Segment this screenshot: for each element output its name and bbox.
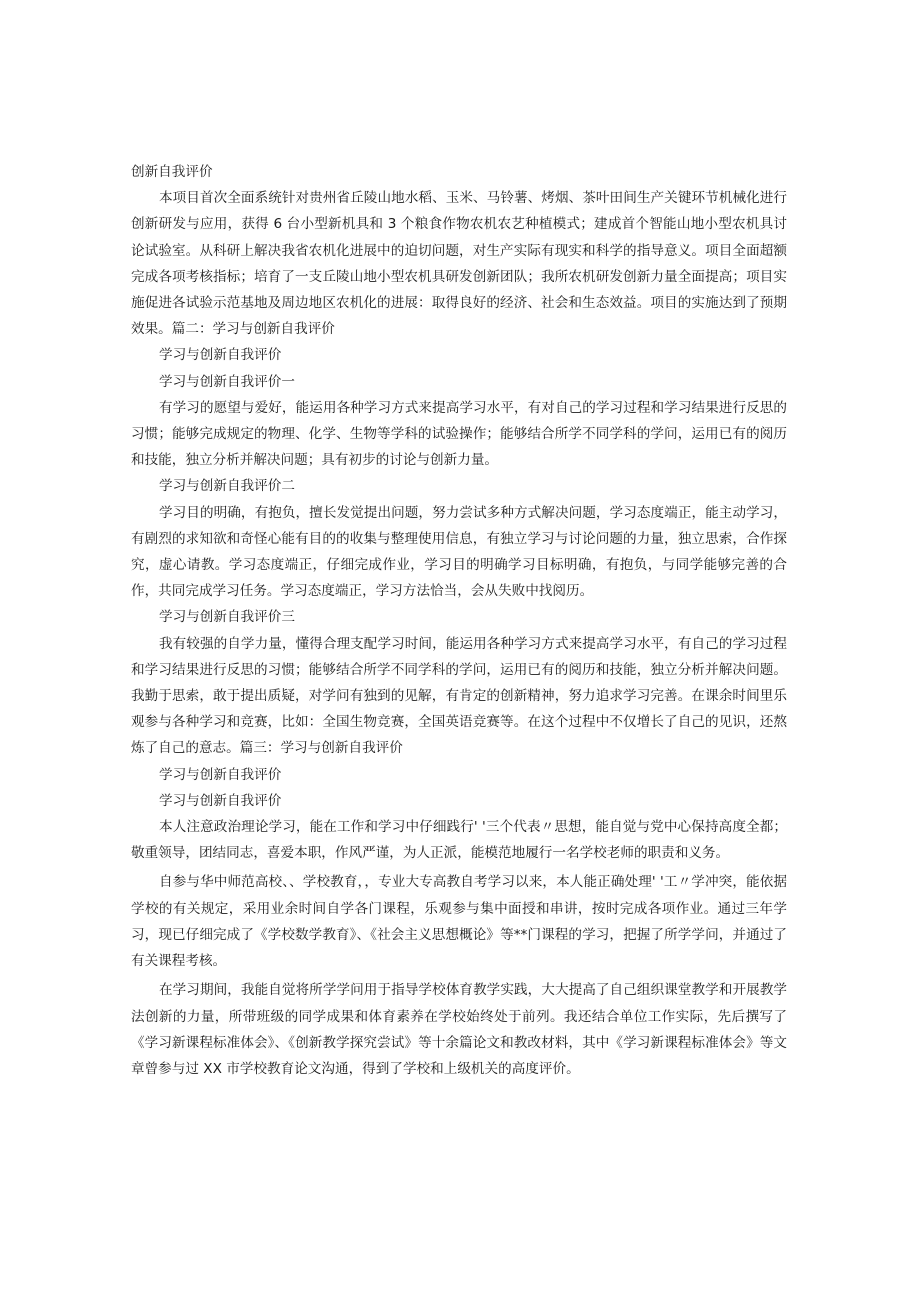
paragraph-self-study: 自参与华中师范高校、、学校教育，，专业大专高教自考学习以来，本人能正确处理' '工〃学冲突，能依据学校的有关规定，采用业余时间自学各门课程，乐观参与集中面授和串讲，按时完成各项作业。通过三年学习，现已仔细完成了《学校数学教育》、《社会主义思想概论》等**门课程的学习，把握了所学学问，并通过了有关课程考核。	[131, 874, 787, 970]
document-page	[131, 159, 787, 1082]
paragraph-evaluation-3: 我有较强的自学力量，懂得合理支配学习时间，能运用各种学习方式来提高学习水平，有自己的学习过程和学习结果进行反思的习惯；能够结合所学不同学科的学问，运用已有的阅历和技能，独立分析并解决问题。我勤于思索，敢于提出质疑，对学问有独到的见解，有肯定的创新精神，努力追求学习完善。在课余时间里乐观参与各种学习和竞赛，比如：全国生物竞赛，全国英语竞赛等。在这个过程中不仅增长了自己的见识，还熬炼了自己的意志。篇三：学习与创新自我评价	[131, 635, 787, 757]
section-heading-3b: 学习与创新自我评价	[159, 792, 282, 809]
paragraph-project-summary: 本项目首次全面系统针对贵州省丘陵山地水稻、玉米、马铃薯、烤烟、茶叶田间生产关键环节机械化进行创新研发与应用，获得 6 台小型新机具和 3 个粮食作物农机农艺种植模式；建成首个智能山地小型农机具讨论试验室。从科研上解决我省农机化进展中的迫切问题，对生产实际有现实和科学的指导意义。项目全面超额完成各项考核指标；培育了一支丘陵山地小型农机具研发创新团队；我所农机研发创新力量全面提高；项目实施促进各试验示范基地及周边地区农机化的进展：取得良好的经济、社会和生态效益。项目的实施达到了预期效果。篇二：学习与创新自我评价	[131, 190, 787, 338]
subsection-heading-3: 学习与创新自我评价三	[159, 609, 295, 626]
document-title: 创新自我评价	[131, 164, 213, 180]
paragraph-evaluation-1: 有学习的愿望与爱好，能运用各种学习方式来提高学习水平，有对自己的学习过程和学习结果进行反思的习惯；能够完成规定的物理、化学、生物等学科的试验操作；能够结合所学不同学科的学问，运用已有的阅历和技能，独立分析并解决问题；具有初步的讨论与创新力量。	[131, 399, 787, 469]
paragraph-political-study: 本人注意政治理论学习，能在工作和学习中仔细践行' '三个代表〃思想，能自觉与党中心保持高度全都；敬重领导，团结同志，喜爱本职，作风严谨，为人正派，能模范地履行一名学校老师的职责和义务。	[131, 819, 787, 862]
paragraph-evaluation-2: 学习目的明确，有抱负，擅长发觉提出问题，努力尝试多种方式解决问题，学习态度端正，能主动学习，有剧烈的求知欲和奇怪心能有目的的收集与整理使用信息，有独立学习与讨论问题的力量，独立思索，合作探究，虚心请教。学习态度端正，仔细完成作业，学习目的明确学习目标明确，有抱负，与同学能够完善的合作，共同完成学习任务。学习态度端正，学习方法恰当，会从失败中找阅历。	[131, 504, 787, 600]
section-heading: 学习与创新自我评价	[159, 347, 282, 364]
subsection-heading-2: 学习与创新自我评价二	[159, 478, 295, 495]
paragraph-teaching-practice: 在学习期间，我能自觉将所学学问用于指导学校体育教学实践，大大提高了自己组织课堂教学和开展教学法创新的力量，所带班级的同学成果和体育素养在学校始终处于前列。我还结合单位工作实际，先后撰写了《学习新课程标准体会》、《创新教学探究尝试》等十余篇论文和教改材料，其中《学习新课程标准体会》等文章曾参与过 XX 市学校教育论文沟通，得到了学校和上级机关的高度评价。	[131, 982, 787, 1077]
section-heading-3a: 学习与创新自我评价	[159, 766, 282, 783]
subsection-heading-1: 学习与创新自我评价一	[159, 373, 295, 390]
